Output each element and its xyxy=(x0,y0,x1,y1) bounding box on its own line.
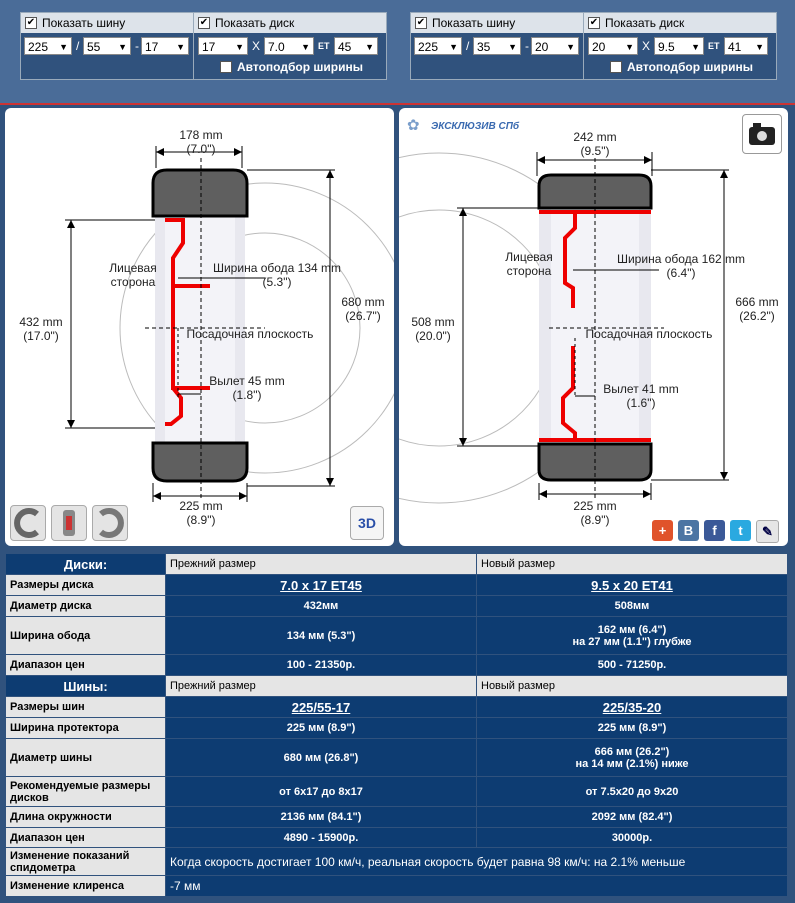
old-disk-diameter-select[interactable]: 17 ▼ xyxy=(198,37,248,55)
table-row xyxy=(6,739,788,777)
et-label: ET xyxy=(318,41,330,51)
chevron-down-icon: ▼ xyxy=(449,42,458,52)
new-face-side-label-2: сторона xyxy=(506,264,552,278)
new-tire-profile-select[interactable]: 35 ▼ xyxy=(473,37,521,55)
row-label: Диаметр шины xyxy=(6,739,166,777)
old-size-diagram xyxy=(5,108,394,546)
row-label: Диапазон цен xyxy=(6,655,166,676)
old-value: 100 - 21350р. xyxy=(166,655,477,676)
new-disk-et-select[interactable]: 41 ▼ xyxy=(724,37,768,55)
new-rim-width-label: Ширина обода 162 mm xyxy=(616,252,746,266)
old-show-disk-toggle[interactable]: ✔ Показать диск xyxy=(194,13,386,33)
checkbox-icon[interactable]: ✔ xyxy=(199,16,209,28)
row-label: Диаметр диска xyxy=(6,596,166,617)
new-value-note: на 27 мм (1.1") глубже xyxy=(572,635,692,648)
new-face-side-label: Лицевая xyxy=(505,250,553,264)
table-row xyxy=(6,848,788,876)
new-rim-width-in-label: (6.4") xyxy=(666,266,696,280)
chevron-down-icon: ▼ xyxy=(235,42,244,52)
new-size-header: Новый размер xyxy=(477,554,788,575)
old-offset-in-label: (1.8") xyxy=(232,388,262,402)
new-top-width-label: 242 mm xyxy=(573,130,617,144)
new-show-tire-toggle[interactable]: ✔ Показать шину xyxy=(411,13,583,33)
new-tread-width-label: 225 mm xyxy=(573,499,617,513)
checkbox-icon[interactable] xyxy=(220,61,232,73)
wheel-front-icon xyxy=(93,506,127,540)
row-label: Рекомендуемые размеры дисков xyxy=(6,777,166,807)
dash-separator: - xyxy=(135,39,139,53)
old-top-width-label: 178 mm xyxy=(179,128,223,142)
new-value: 500 - 71250р. xyxy=(477,655,788,676)
row-label: Диапазон цен xyxy=(6,828,166,849)
chevron-down-icon: ▼ xyxy=(508,42,517,52)
wheel-side-view-button[interactable] xyxy=(10,505,46,541)
chevron-down-icon: ▼ xyxy=(301,42,310,52)
new-tire-size-link[interactable]: 225/35-20 xyxy=(602,699,662,715)
wheel-profile-view-button[interactable] xyxy=(51,505,87,541)
table-row xyxy=(6,777,788,807)
tires-section-title: Шины: xyxy=(6,676,166,697)
old-value: 225 мм (8.9") xyxy=(166,718,477,739)
table-row xyxy=(6,617,788,655)
old-rim-diameter-in-label: (17.0") xyxy=(23,329,59,343)
checkbox-icon[interactable] xyxy=(610,61,622,73)
old-rim-width-label: Ширина обода 134 mm xyxy=(212,261,342,275)
new-tire-diameter-select[interactable]: 20 ▼ xyxy=(531,37,579,55)
tires-header-row xyxy=(6,676,788,697)
chevron-down-icon: ▼ xyxy=(755,42,764,52)
twitter-share-button[interactable]: t xyxy=(730,520,751,541)
new-value: 666 мм (26.2") xyxy=(594,745,670,758)
new-auto-width-toggle[interactable]: Автоподбор ширины xyxy=(610,59,753,75)
old-value: 2136 мм (84.1") xyxy=(166,807,477,828)
table-row xyxy=(6,718,788,739)
old-tread-width-in-label: (8.9") xyxy=(186,513,216,527)
wheel-side-icon xyxy=(11,506,45,540)
old-wheel-drawing xyxy=(5,108,394,546)
old-rim-diameter-label: 432 mm xyxy=(19,315,63,329)
new-value: 508мм xyxy=(477,596,788,617)
new-value: от 7.5x20 до 9x20 xyxy=(477,777,788,807)
x-separator: X xyxy=(642,39,651,53)
old-offset-label: Вылет 45 mm xyxy=(209,374,285,388)
new-offset-label: Вылет 41 mm xyxy=(603,382,679,396)
wheel-front-view-button[interactable] xyxy=(92,505,128,541)
old-face-side-label-2: сторона xyxy=(110,275,156,289)
new-size-controls xyxy=(410,12,777,80)
size-selector-bar xyxy=(0,0,795,105)
checkbox-icon[interactable]: ✔ xyxy=(416,16,426,28)
chevron-down-icon: ▼ xyxy=(625,42,634,52)
new-tire-width-select[interactable]: 225 ▼ xyxy=(414,37,462,55)
brand-logo: ЭКСКЛЮЗИВ СПб xyxy=(431,121,520,132)
facebook-share-button[interactable]: f xyxy=(704,520,725,541)
comparison-table xyxy=(5,553,788,849)
new-value-note: на 14 мм (2.1%) ниже xyxy=(575,757,689,770)
old-tire-diameter-select[interactable]: 17 ▼ xyxy=(141,37,189,55)
view-3d-button[interactable] xyxy=(350,506,384,540)
old-disk-width-select[interactable]: 7.0 ▼ xyxy=(264,37,314,55)
new-size-header: Новый размер xyxy=(477,676,788,697)
old-value: 432мм xyxy=(166,596,477,617)
new-value: 225 мм (8.9") xyxy=(477,718,788,739)
new-wheel-drawing xyxy=(399,108,788,546)
new-offset-in-label: (1.6") xyxy=(626,396,656,410)
old-auto-width-toggle[interactable]: Автоподбор ширины xyxy=(220,59,363,75)
new-top-width-in-label: (9.5") xyxy=(580,144,610,158)
new-value: 2092 мм (82.4") xyxy=(477,807,788,828)
new-size-diagram xyxy=(399,108,788,546)
row-label: Длина окружности xyxy=(6,807,166,828)
new-disk-size-link[interactable]: 9.5 x 20 ET41 xyxy=(591,577,673,593)
new-value: 30000р. xyxy=(477,828,788,849)
checkbox-icon[interactable]: ✔ xyxy=(26,16,36,28)
disks-header-row xyxy=(6,554,788,575)
chevron-down-icon: ▼ xyxy=(118,42,127,52)
speedometer-label: Изменение показаний спидометра xyxy=(6,848,166,876)
old-tire-width-select[interactable]: 225 ▼ xyxy=(24,37,72,55)
dash-separator: - xyxy=(525,39,529,53)
old-outer-diameter-in-label: (26.7") xyxy=(345,309,381,323)
old-outer-diameter-label: 680 mm xyxy=(341,295,385,309)
x-separator: X xyxy=(252,39,261,53)
slash-separator: / xyxy=(76,39,80,53)
chevron-down-icon: ▼ xyxy=(691,42,700,52)
table-row xyxy=(6,807,788,828)
new-rim-diameter-in-label: (20.0") xyxy=(415,329,451,343)
screenshot-button[interactable] xyxy=(742,114,782,154)
et-label: ET xyxy=(708,41,720,51)
old-disk-size-link[interactable]: 7.0 x 17 ET45 xyxy=(280,577,362,593)
row-label: Ширина протектора xyxy=(6,718,166,739)
old-top-width-in-label: (7.0") xyxy=(186,142,216,156)
row-label: Размеры диска xyxy=(6,575,166,596)
new-value: 162 мм (6.4") xyxy=(597,623,667,636)
old-value: от 6x17 до 8x17 xyxy=(166,777,477,807)
clearance-label: Изменение клиренса xyxy=(6,876,166,897)
chevron-down-icon: ▼ xyxy=(59,42,68,52)
old-tire-profile-select[interactable]: 55 ▼ xyxy=(83,37,131,55)
table-row xyxy=(6,596,788,617)
prev-size-header: Прежний размер xyxy=(166,676,477,697)
slash-separator: / xyxy=(466,39,470,53)
speedometer-value: Когда скорость достигает 100 км/ч, реальная скорость будет равна 98 км/ч: на 2.1% меньше xyxy=(166,848,788,876)
summary-table xyxy=(5,847,788,897)
new-rim-diameter-label: 508 mm xyxy=(411,315,455,329)
table-row xyxy=(6,828,788,849)
disks-section-title: Диски: xyxy=(6,554,166,575)
old-show-tire-toggle[interactable]: ✔ Показать шину xyxy=(21,13,193,33)
old-value: 134 мм (5.3") xyxy=(166,617,477,655)
table-row xyxy=(6,876,788,897)
new-outer-diameter-label: 666 mm xyxy=(735,295,779,309)
livejournal-share-button[interactable]: ✎ xyxy=(756,520,779,543)
clearance-value: -7 мм xyxy=(166,876,788,897)
old-value: 4890 - 15900р. xyxy=(166,828,477,849)
camera-icon xyxy=(743,115,781,153)
vk-share-button[interactable]: B xyxy=(678,520,699,541)
prev-size-header: Прежний размер xyxy=(166,554,477,575)
3d-icon: 3D xyxy=(358,515,376,531)
new-disk-diameter-select[interactable]: 20 ▼ xyxy=(588,37,638,55)
chevron-down-icon: ▼ xyxy=(566,42,575,52)
new-disk-width-select[interactable]: 9.5 ▼ xyxy=(654,37,704,55)
old-rim-width-in-label: (5.3") xyxy=(262,275,292,289)
logo-mark: ✿ xyxy=(407,117,420,134)
old-disk-et-select[interactable]: 45 ▼ xyxy=(334,37,378,55)
wheel-profile-icon xyxy=(52,506,86,540)
row-label: Ширина обода xyxy=(6,617,166,655)
add-share-button[interactable]: + xyxy=(652,520,673,541)
table-row xyxy=(6,655,788,676)
new-show-disk-toggle[interactable]: ✔ Показать диск xyxy=(584,13,776,33)
old-face-side-label: Лицевая xyxy=(109,261,157,275)
old-size-controls xyxy=(20,12,387,80)
checkbox-icon[interactable]: ✔ xyxy=(589,16,599,28)
chevron-down-icon: ▼ xyxy=(365,42,374,52)
new-outer-diameter-in-label: (26.2") xyxy=(739,309,775,323)
row-label: Размеры шин xyxy=(6,697,166,718)
old-tire-size-link[interactable]: 225/55-17 xyxy=(291,699,351,715)
new-tread-width-in-label: (8.9") xyxy=(580,513,610,527)
chevron-down-icon: ▼ xyxy=(176,42,185,52)
table-row xyxy=(6,575,788,596)
old-tread-width-label: 225 mm xyxy=(179,499,223,513)
table-row xyxy=(6,697,788,718)
old-value: 680 мм (26.8") xyxy=(166,739,477,777)
old-mount-plane-label: Посадочная плоскость xyxy=(186,327,314,341)
new-mount-plane-label: Посадочная плоскость xyxy=(585,327,713,341)
